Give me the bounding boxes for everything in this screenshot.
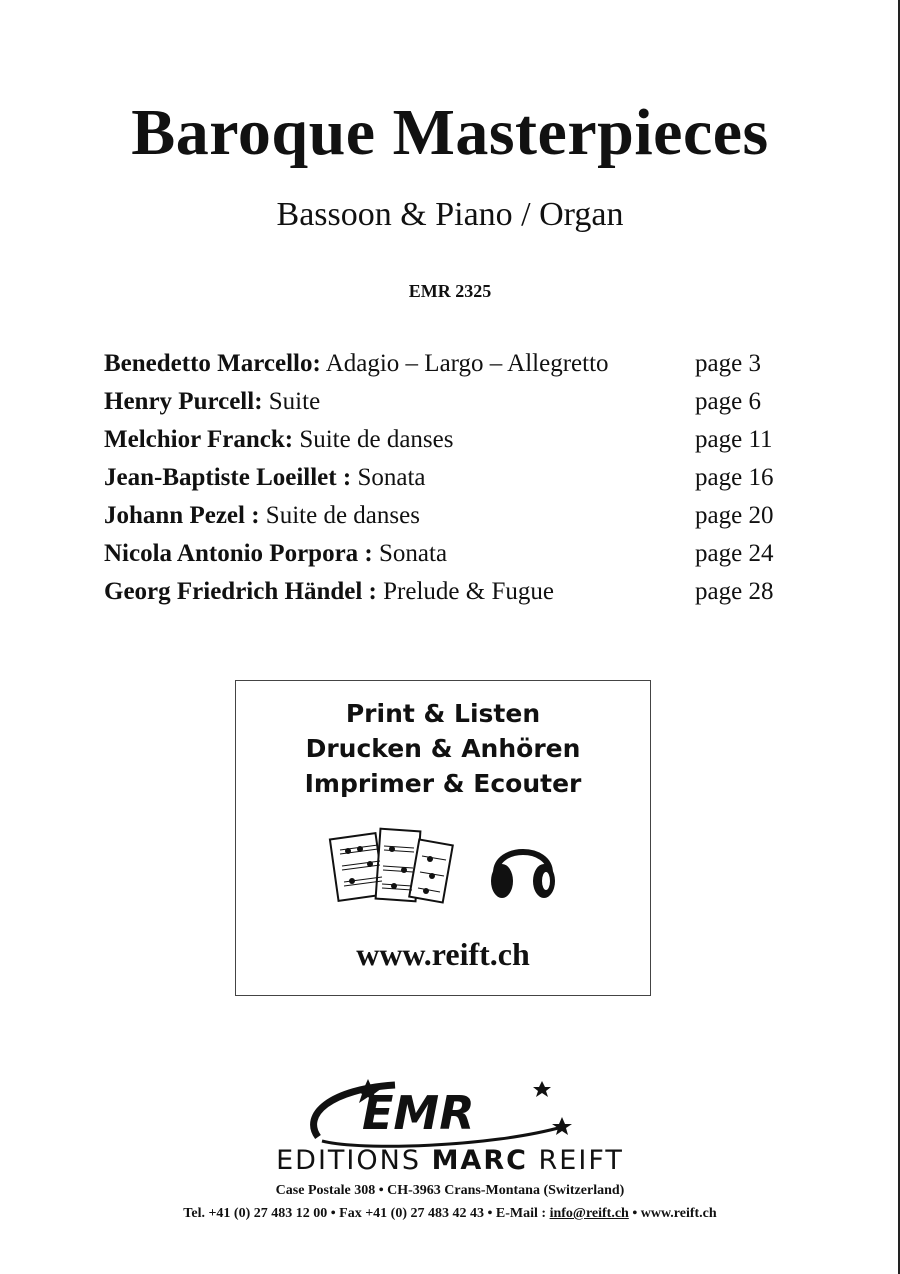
- promo-line-german: Drucken & Anhören: [305, 734, 581, 763]
- instrumentation-subtitle: Bassoon & Piano / Organ: [276, 196, 624, 233]
- toc-entry: [104, 573, 804, 611]
- toc-work: Suite de danses: [299, 426, 454, 453]
- toc-entry: [104, 421, 804, 459]
- emr-logo-text: EMR: [362, 1086, 475, 1140]
- toc-work: Adagio – Largo – Allegretto: [325, 350, 609, 377]
- contact-phone-fax: Tel. +41 (0) 27 483 12 00 • Fax +41 (0) 27 483 42 43 • E-Mail :: [183, 1206, 547, 1221]
- toc-composer: Melchior Franck:: [104, 426, 294, 453]
- toc-page: page 28: [695, 578, 774, 605]
- toc-entry: [104, 497, 804, 535]
- toc-page: page 3: [695, 350, 761, 377]
- toc-page: page 16: [695, 464, 774, 491]
- toc-composer: Nicola Antonio Porpora :: [104, 540, 373, 567]
- promo-line-english: Print & Listen: [345, 699, 541, 728]
- toc-work: Sonata: [357, 464, 426, 491]
- toc-entry: [104, 459, 804, 497]
- website-url[interactable]: www.reift.ch: [356, 936, 530, 972]
- brand-marc: MARC: [431, 1145, 528, 1176]
- publisher-contact: [0, 1206, 900, 1222]
- toc-work: Prelude & Fugue: [383, 578, 554, 605]
- toc-composer: Georg Friedrich Händel :: [104, 578, 377, 605]
- contact-website[interactable]: • www.reift.ch: [632, 1206, 717, 1221]
- toc-composer: Henry Purcell:: [104, 388, 263, 415]
- table-of-contents: [104, 345, 804, 611]
- promo-line-french: Imprimer & Ecouter: [304, 769, 582, 798]
- emr-logo: [300, 1075, 600, 1150]
- toc-composer: Johann Pezel :: [104, 502, 260, 529]
- brand-reift: REIFT: [538, 1145, 624, 1176]
- toc-page: page 11: [695, 426, 773, 453]
- toc-page: page 6: [695, 388, 761, 415]
- toc-entry: [104, 383, 804, 421]
- email-link[interactable]: info@reift.ch: [549, 1206, 629, 1221]
- print-and-listen-box: [235, 680, 651, 996]
- toc-work: Suite: [268, 388, 321, 415]
- headphones-icon: [486, 831, 560, 905]
- sheet-music-icon: [328, 826, 456, 918]
- toc-entry: [104, 535, 804, 573]
- publisher-name: [0, 1145, 900, 1176]
- toc-page: page 24: [695, 540, 774, 567]
- brand-editions: EDITIONS: [276, 1145, 421, 1176]
- toc-entry: [104, 345, 804, 383]
- catalog-number: EMR 2325: [408, 281, 492, 301]
- toc-page: page 20: [695, 502, 774, 529]
- toc-work: Suite de danses: [265, 502, 420, 529]
- publisher-address: Case Postale 308 • CH-3963 Crans-Montana (Switzerland): [275, 1183, 625, 1198]
- page-title: Baroque Masterpieces: [131, 96, 769, 169]
- toc-composer: Jean-Baptiste Loeillet :: [104, 464, 352, 491]
- toc-work: Sonata: [379, 540, 448, 567]
- toc-composer: Benedetto Marcello:: [104, 350, 321, 377]
